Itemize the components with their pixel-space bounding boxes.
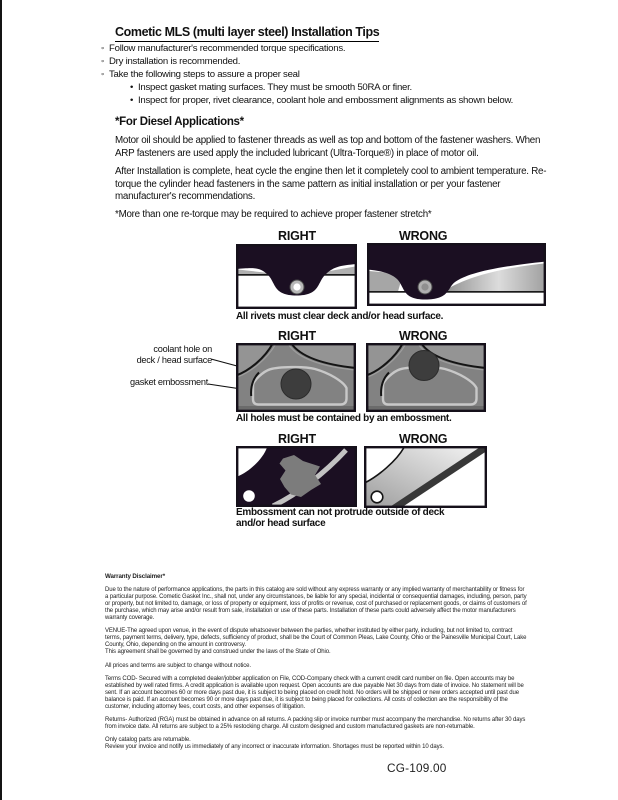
row2-right-label: RIGHT xyxy=(278,329,316,343)
page-code: CG-109.00 xyxy=(387,761,447,775)
disclaimer-paragraph: Returns- Authorized (RGA) must be obtained in advance on all returns. A packing slip or invoice number must accompany the merchandise. No returns after 30 days from invoice date. All returns are subject to a 25% restocking charge. All custom designed and custom manufactured gaskets are non-returnable. xyxy=(105,717,526,730)
invoice-review-note: Review your invoice and notify us immediately of any incorrect or inaccurate information. Shortages must be reported within 10 days. xyxy=(105,744,444,751)
disclaimer-paragraph: All prices and terms are subject to change without notice. xyxy=(105,662,251,669)
deck-bottom-band xyxy=(366,406,486,410)
bullet-icon: • xyxy=(130,81,134,93)
list-item-text: Take the following steps to assure a proper seal xyxy=(109,68,300,80)
bullet-icon: ◦ xyxy=(101,55,105,67)
row3-caption-line-1: Embossment can not protrude outside of deck xyxy=(236,507,445,518)
list-item-text: Follow manufacturer's recommended torque specifications. xyxy=(109,43,346,54)
list-item-text: Dry installation is recommended. xyxy=(109,55,241,67)
diagram-row1-wrong-panel xyxy=(367,243,546,306)
rivet-center xyxy=(293,283,300,290)
warranty-disclaimer xyxy=(105,574,529,758)
coolant-hole-shape xyxy=(281,369,311,399)
row3-right-label: RIGHT xyxy=(278,432,316,446)
disclaimer-heading: Warranty Disclaimer* xyxy=(105,573,166,580)
row1-caption: All rivets must clear deck and/or head surface. xyxy=(236,311,444,322)
install-tips-list xyxy=(101,43,581,107)
row2-wrong-label: WRONG xyxy=(399,329,448,343)
diesel-paragraph-2: After Installation is complete, heat cycle the engine then let it completely cool to ambient temperature. Re-torque the cylinder head fasteners in the same pattern as initial installation or per your fastener manufacturer's recommendations. xyxy=(115,166,547,203)
diagram-row1-right-panel xyxy=(236,244,357,309)
bolt-hole-shape xyxy=(371,491,383,503)
row3-wrong-label: WRONG xyxy=(399,432,448,446)
list-item xyxy=(101,69,581,82)
row3-caption-line-2: and/or head surface xyxy=(236,517,326,529)
list-item xyxy=(101,43,581,56)
diagram-row2-right-panel xyxy=(236,343,356,412)
bullet-icon: ◦ xyxy=(101,68,105,80)
list-item-text: Inspect gasket mating surfaces. They must be smooth 50RA or finer. xyxy=(138,81,412,93)
diesel-section-heading: *For Diesel Applications* xyxy=(115,116,244,128)
returnable-note: Only catalog parts are returnable. xyxy=(105,737,191,744)
rivet-center xyxy=(421,283,428,290)
row3-caption xyxy=(236,508,536,530)
coolant-hole-shape xyxy=(409,351,439,381)
retorque-note: *More than one re-torque may be required to achieve proper fastener stretch* xyxy=(115,209,432,220)
row1-right-label: RIGHT xyxy=(278,229,316,243)
list-item xyxy=(130,82,581,95)
diesel-paragraph-1: Motor oil should be applied to fastener threads as well as top and bottom of the fastener washers. When ARP fasteners are used apply the included lubricant (Ultra-Torque®) in place of motor oil. xyxy=(115,135,541,159)
bullet-icon: ◦ xyxy=(101,43,105,54)
disclaimer-paragraph xyxy=(105,628,529,656)
disclaimer-paragraph xyxy=(105,737,529,751)
row1-wrong-label: WRONG xyxy=(399,229,448,243)
diagram-row3-right-panel xyxy=(236,446,357,507)
row2-caption: All holes must be contained by an embossment. xyxy=(236,413,452,424)
list-item-text: Inspect for proper, rivet clearance, coolant hole and embossment alignments as shown below. xyxy=(138,94,514,106)
callout-line-1: coolant hole on xyxy=(153,344,212,354)
diagram-row2-wrong-panel xyxy=(366,343,486,412)
disclaimer-paragraph: Due to the nature of performance applications, the parts in this catalog are sold without any express warranty or any implied warranty of merchantability or fitness for a particular purpose. Cometic Gasket Inc., shall not, under any circumstances, be liable for any special, incidental or consequential damages, including, person, party or property, but not limited to, damage, or loss of property or equipment, loss of profits or revenue, cost of purchased or replacement goods, or claims of customers of the purchase, which may arise and/or result from sale, installation or use of these parts. Installation of these parts could adversely affect the motor manufacturers warranty coverage. xyxy=(105,587,527,622)
diagram-row3-wrong-panel xyxy=(364,446,487,508)
page-title: Cometic MLS (multi layer steel) Installation Tips xyxy=(115,25,379,42)
governing-law-clause: This agreement shall be governed by and construed under the laws of the State of Ohio. xyxy=(105,649,331,656)
bullet-icon: • xyxy=(130,94,134,106)
deck-surface-line xyxy=(369,291,544,293)
deck-bottom-band xyxy=(236,406,356,410)
gasket-embossment-callout: gasket embossment xyxy=(130,377,208,387)
venue-clause: VENUE-The agreed upon venue, in the event of dispute whatsoever between the parties, whether instituted by either party, including, but not limited to, contract terms, payment terms, delivery, type, defects, sufficiency of product, shall be the Court of Common Pleas, Lake County, Ohio or the Painesville Municipal Court, Lake County, Ohio, depending on the amount in controversy. xyxy=(105,628,527,649)
coolant-hole-callout xyxy=(108,344,212,365)
page-left-edge-rule xyxy=(0,0,2,800)
list-item xyxy=(101,56,581,69)
disclaimer-paragraph: Terms COD- Secured with a completed dealer/jobber application on File, COD-Company check with a current credit card number on file. Open accounts may be established by well rated firms. A credit application is available upon request. Open accounts are due payable Net 30 days from date of invoice. No statement will be sent. If an account becomes 60 or more days past due, it is subject to being placed on credit hold. No orders will be shipped or new orders accepted until past due balance is paid. If an account becomes 90 or more days past due, it is subject to being placed for collections. All costs of collection are the responsibility of the customer, including attorney fees, court costs, and other expenses of litigation. xyxy=(105,675,524,710)
list-item xyxy=(130,95,581,108)
callout-line-2: deck / head surface xyxy=(136,354,212,365)
bolt-hole-shape xyxy=(243,490,255,502)
